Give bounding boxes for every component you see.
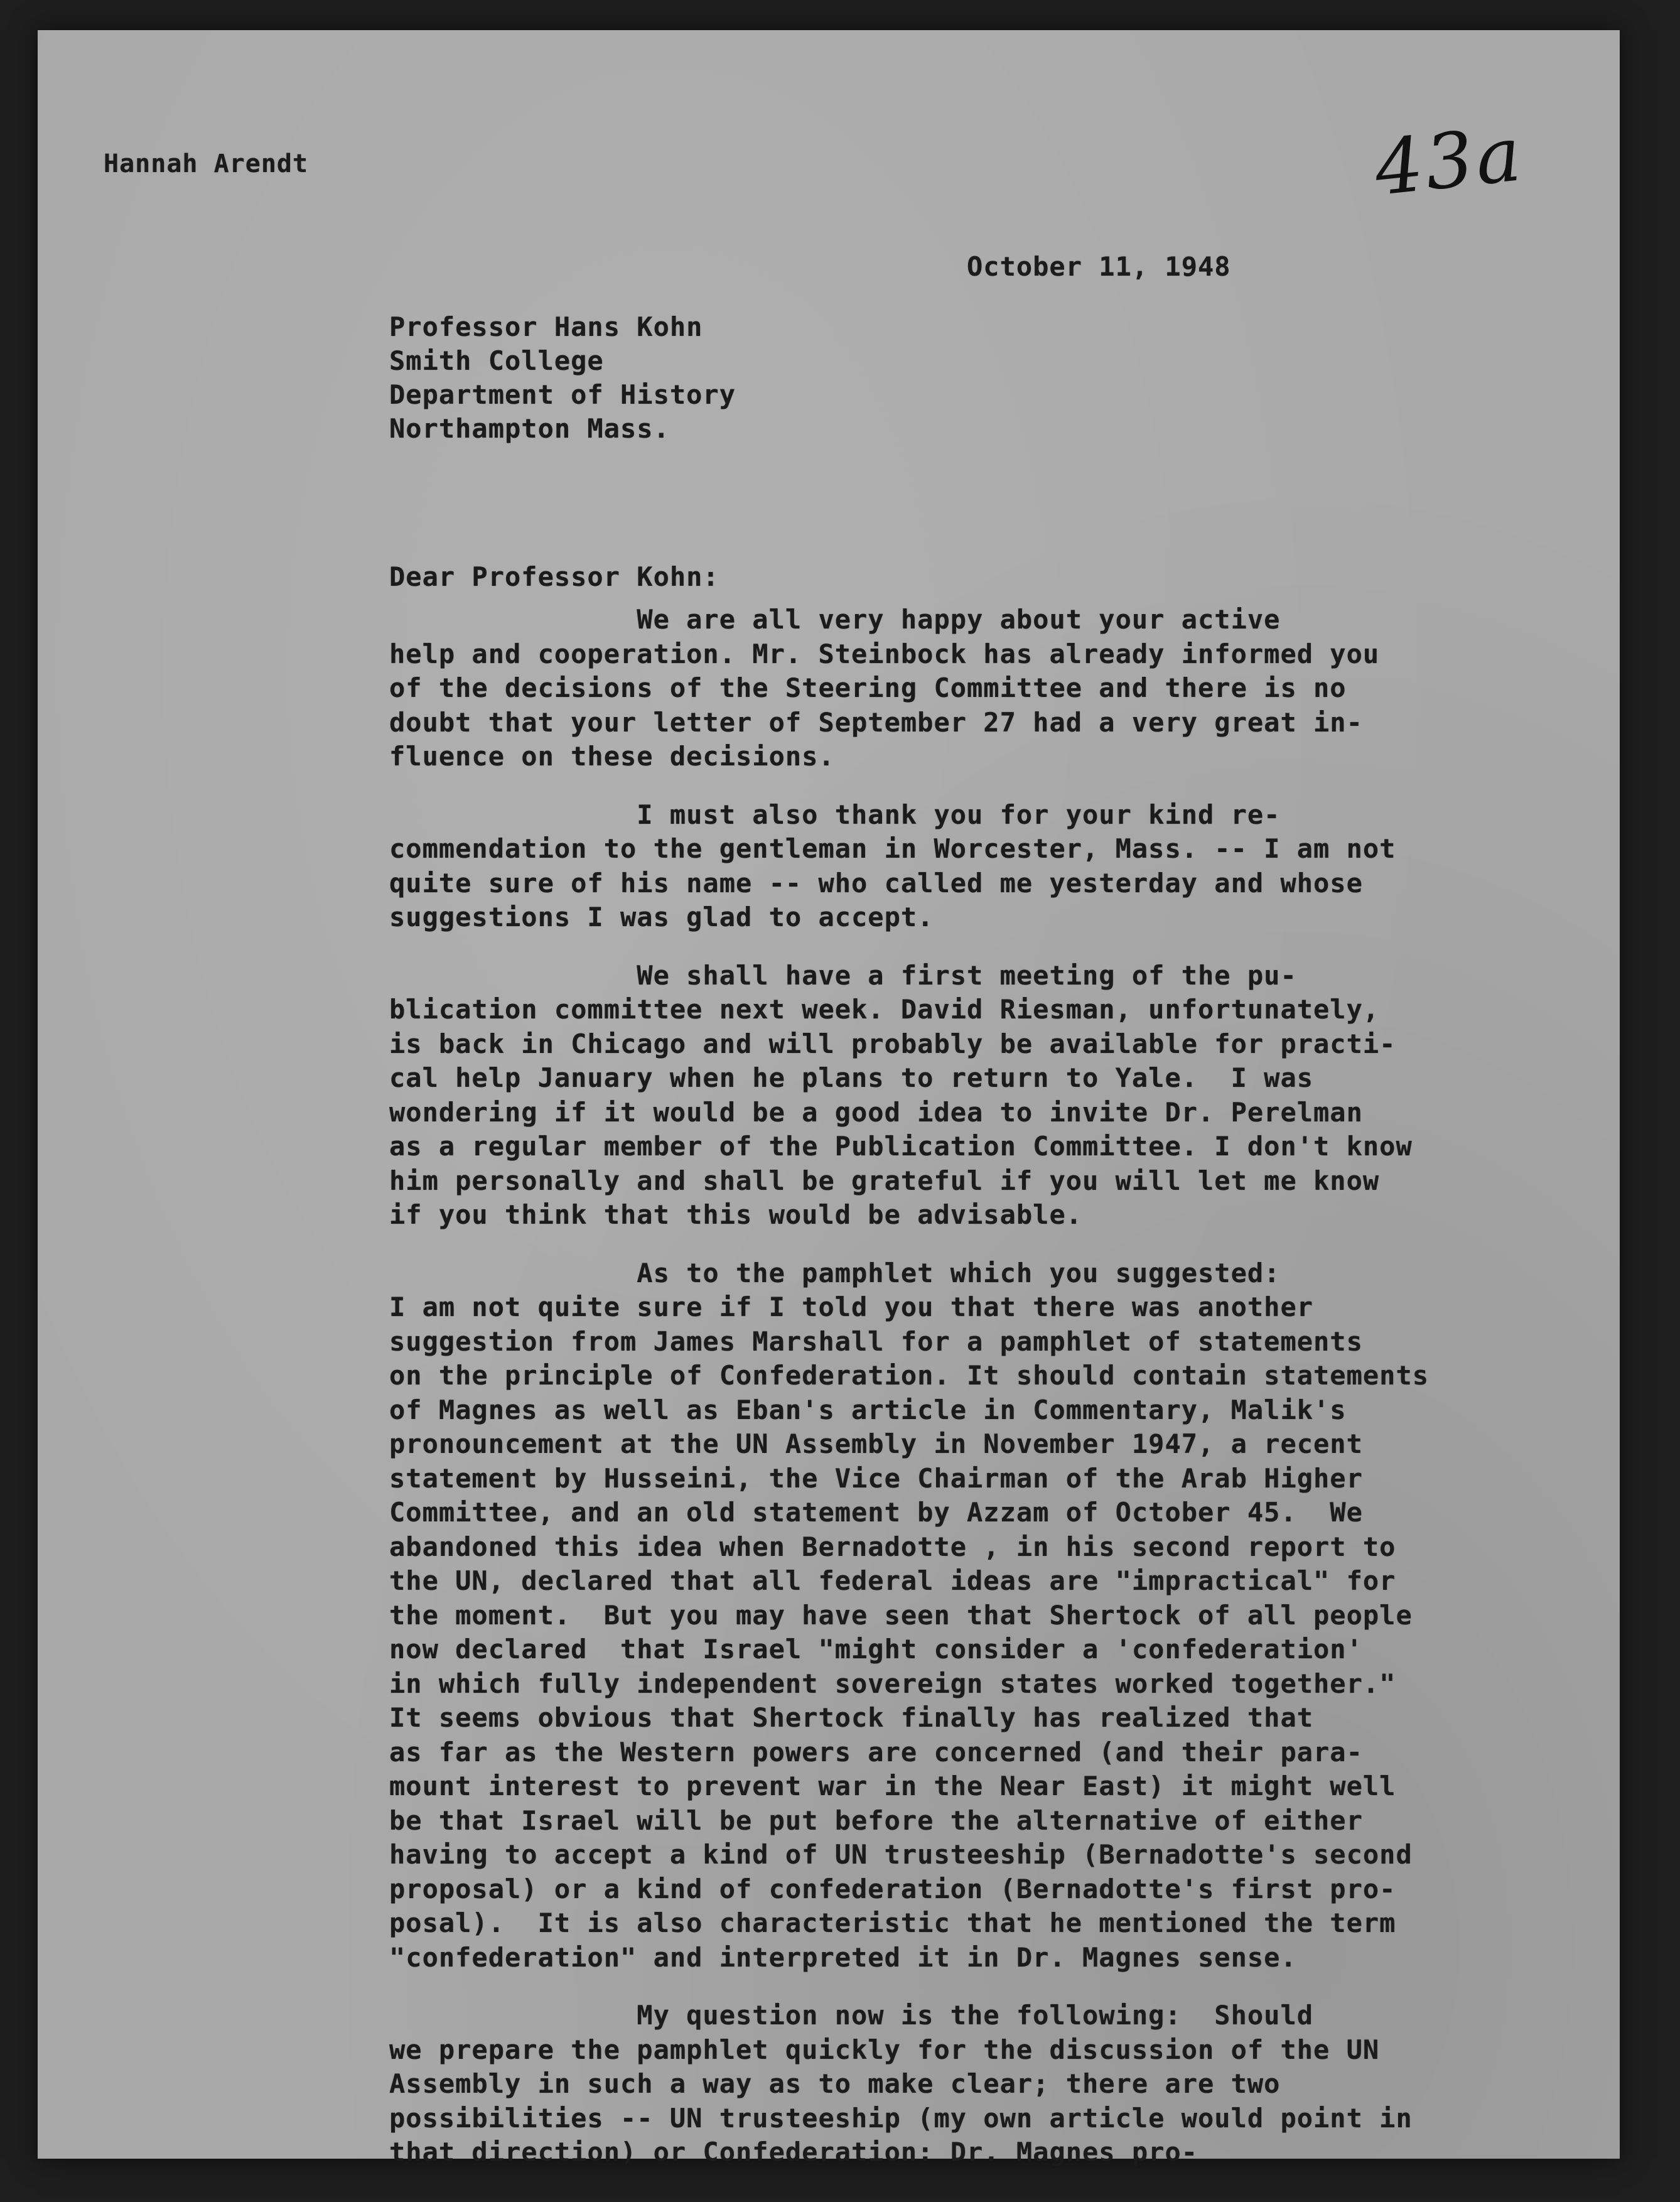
address-line: Professor Hans Kohn bbox=[389, 311, 703, 342]
body-paragraph bbox=[389, 603, 1620, 774]
body-line: now declared that Israel "might consider a 'confederation' bbox=[389, 1634, 1363, 1665]
body-line: that direction) or Confederation: Dr. Magnes pro- bbox=[389, 2137, 1198, 2167]
body-line: the moment. But you may have seen that Shertock of all people bbox=[389, 1599, 1413, 1631]
body-line: abandoned this idea when Bernadotte , in his second report to bbox=[389, 1531, 1396, 1562]
body-line: in which fully independent sovereign states worked together." bbox=[389, 1668, 1396, 1699]
body-line: proposal) or a kind of confederation (Bernadotte's first pro- bbox=[389, 1873, 1396, 1904]
body-line: suggestions I was glad to accept. bbox=[389, 902, 934, 932]
body-line: statement by Husseini, the Vice Chairman of the Arab Higher bbox=[389, 1462, 1363, 1494]
body-line: We shall have a first meeting of the pu- bbox=[389, 959, 1297, 991]
letter-page bbox=[38, 30, 1620, 2167]
body-line: we prepare the pamphlet quickly for the discussion of the UN bbox=[389, 2034, 1380, 2065]
body-line: My question now is the following: Should bbox=[389, 2000, 1314, 2031]
body-line: Committee, and an old statement by Azzam of October 45. We bbox=[389, 1497, 1363, 1528]
body-line: commendation to the gentleman in Worcester, Mass. -- I am not bbox=[389, 833, 1396, 864]
body-line: It seems obvious that Shertock finally has realized that bbox=[389, 1702, 1314, 1733]
sender-name: Hannah Arendt bbox=[104, 149, 309, 178]
body-line: suggestion from James Marshall for a pamphlet of statements bbox=[389, 1325, 1363, 1357]
body-line: of the decisions of the Steering Committee and there is no bbox=[389, 672, 1347, 703]
body-line: him personally and shall be grateful if you will let me know bbox=[389, 1165, 1380, 1196]
body-line: fluence on these decisions. bbox=[389, 741, 835, 772]
address-line: Smith College bbox=[389, 345, 604, 376]
body-paragraph bbox=[389, 798, 1620, 935]
body-line: I must also thank you for your kind re- bbox=[389, 799, 1281, 830]
body-line: wondering if it would be a good idea to invite Dr. Perelman bbox=[389, 1096, 1363, 1128]
body-line: of Magnes as well as Eban's article in Commentary, Malik's bbox=[389, 1394, 1347, 1425]
body-line: posal). It is also characteristic that he mentioned the term bbox=[389, 1908, 1396, 1938]
body-line: blication committee next week. David Riesman, unfortunately, bbox=[389, 994, 1380, 1025]
body-line: possibilities -- UN trusteeship (my own article would point in bbox=[389, 2102, 1413, 2134]
body-line: the UN, declared that all federal ideas are "impractical" for bbox=[389, 1565, 1396, 1596]
body-line: is back in Chicago and will probably be available for practi- bbox=[389, 1028, 1396, 1059]
body-line: Assembly in such a way as to make clear; there are two bbox=[389, 2068, 1281, 2099]
body-line: as a regular member of the Publication Committee. I don't know bbox=[389, 1131, 1413, 1162]
body-line: doubt that your letter of September 27 had a very great in- bbox=[389, 706, 1363, 738]
body-line: be that Israel will be put before the alternative of either bbox=[389, 1805, 1363, 1836]
body-line: "confederation" and interpreted it in Dr. Magnes sense. bbox=[389, 1941, 1297, 1973]
body-line: We are all very happy about your active bbox=[389, 604, 1281, 635]
body-line: having to accept a kind of UN trusteeship (Bernadotte's second bbox=[389, 1839, 1413, 1870]
body-line: if you think that this would be advisable. bbox=[389, 1199, 1083, 1230]
body-line: I am not quite sure if I told you that there was another bbox=[389, 1292, 1314, 1322]
body-line: as far as the Western powers are concerned (and their para- bbox=[389, 1736, 1363, 1768]
body-line: cal help January when he plans to return to Yale. I was bbox=[389, 1062, 1314, 1093]
body-paragraph bbox=[389, 1256, 1620, 1975]
letter-body bbox=[389, 603, 1620, 2194]
address-line: Northampton Mass. bbox=[389, 413, 670, 444]
body-line: As to the pamphlet which you suggested: bbox=[389, 1257, 1281, 1288]
handwritten-reference-number: 43a bbox=[1370, 111, 1527, 213]
recipient-address bbox=[389, 310, 736, 446]
letter-date: October 11, 1948 bbox=[967, 251, 1231, 282]
body-line: on the principle of Confederation. It should contain statements bbox=[389, 1360, 1430, 1391]
salutation: Dear Professor Kohn: bbox=[389, 561, 719, 592]
body-paragraph bbox=[389, 1999, 1620, 2170]
body-line: pronouncement at the UN Assembly in November 1947, a recent bbox=[389, 1428, 1363, 1459]
body-paragraph bbox=[389, 959, 1620, 1233]
body-line: help and cooperation. Mr. Steinbock has already informed you bbox=[389, 638, 1380, 669]
body-line: quite sure of his name -- who called me yesterday and whose bbox=[389, 867, 1363, 899]
address-line: Department of History bbox=[389, 379, 736, 410]
body-line: mount interest to prevent war in the Near East) it might well bbox=[389, 1771, 1396, 1801]
